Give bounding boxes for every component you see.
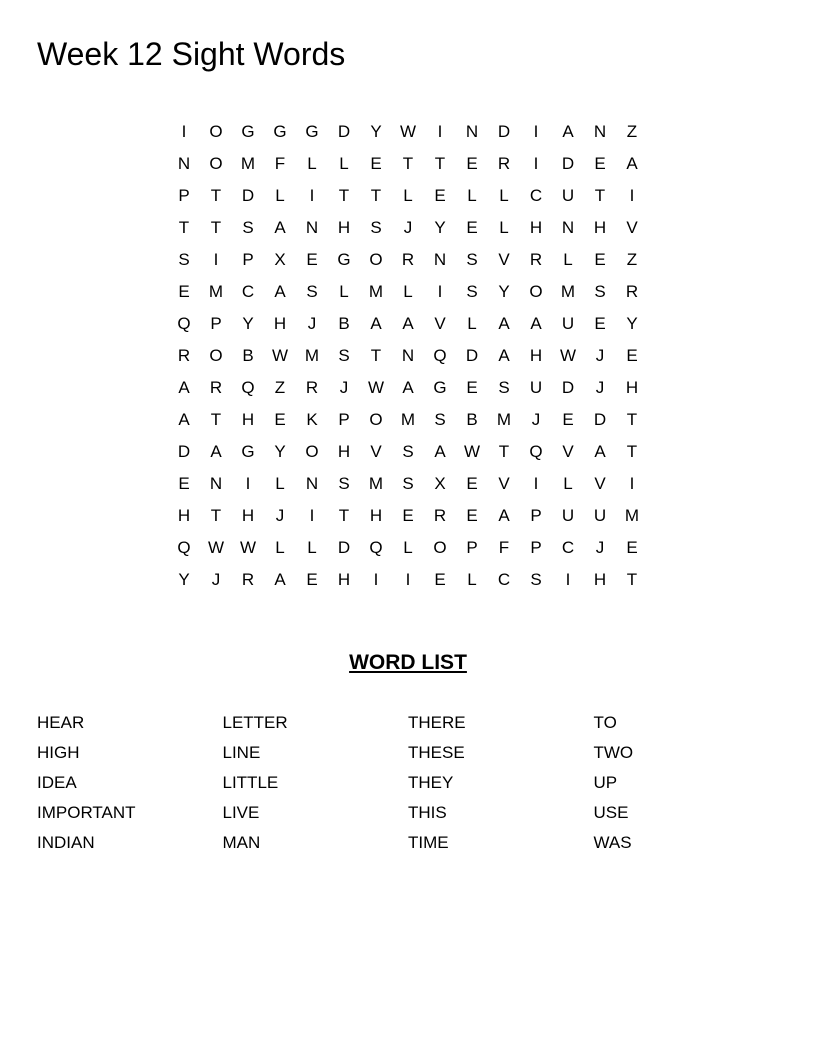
grid-letter: H: [337, 442, 351, 461]
grid-letter: Z: [274, 378, 286, 397]
grid-letter: E: [626, 346, 638, 365]
grid-letter: E: [466, 154, 478, 173]
grid-letter: Y: [274, 442, 286, 461]
grid-letter: V: [562, 442, 574, 461]
grid-letter: I: [629, 186, 635, 205]
grid-letter: C: [561, 538, 575, 557]
grid-letter: A: [530, 314, 542, 333]
grid-letter: N: [433, 250, 447, 269]
grid-letter: A: [274, 570, 286, 589]
grid-letter: C: [529, 186, 543, 205]
grid-letter: D: [337, 122, 351, 141]
grid-letter: H: [529, 346, 543, 365]
grid-letter: V: [370, 442, 382, 461]
grid-letter: A: [594, 442, 606, 461]
grid-letter: M: [496, 410, 512, 429]
grid-letter: J: [595, 346, 605, 365]
grid-letter: J: [531, 410, 541, 429]
grid-letter: A: [370, 314, 382, 333]
grid-letter: T: [626, 442, 638, 461]
grid-letter: L: [499, 186, 509, 205]
grid-letter: W: [463, 442, 481, 461]
grid-letter: G: [433, 378, 447, 397]
grid-letter: A: [402, 314, 414, 333]
grid-letter: O: [209, 154, 223, 173]
grid-letter: R: [305, 378, 319, 397]
grid-letter: W: [207, 538, 225, 557]
word-list-item: THEY: [408, 773, 454, 792]
grid-letter: Q: [177, 538, 191, 557]
grid-letter: H: [625, 378, 639, 397]
grid-letter: O: [529, 282, 543, 301]
grid-letter: Y: [498, 282, 510, 301]
grid-letter: T: [626, 570, 638, 589]
word-list-item: TWO: [593, 743, 634, 762]
word-list-item: LETTER: [222, 713, 288, 732]
word-list-column: [223, 708, 409, 858]
word-list-item: TO: [593, 713, 617, 732]
grid-letter: X: [274, 250, 286, 269]
grid-letter: S: [434, 410, 446, 429]
grid-letter: I: [213, 250, 219, 269]
grid-letter: S: [306, 282, 318, 301]
grid-letter: Y: [434, 218, 446, 237]
grid-letter: G: [337, 250, 351, 269]
grid-letter: A: [210, 442, 222, 461]
grid-letter: K: [306, 410, 318, 429]
grid-letter: G: [241, 122, 255, 141]
grid-letter: V: [626, 218, 638, 237]
word-list-item: IMPORTANT: [37, 803, 136, 822]
grid-letter: M: [208, 282, 224, 301]
page-title: Week 12 Sight Words: [37, 36, 346, 72]
grid-letter: C: [241, 282, 255, 301]
grid-letter: T: [210, 218, 222, 237]
grid-letter: S: [338, 346, 350, 365]
grid-letter: N: [401, 346, 415, 365]
grid-letter: E: [466, 474, 478, 493]
word-list: [37, 708, 779, 858]
grid-letter: N: [593, 122, 607, 141]
grid-letter: P: [530, 506, 542, 525]
grid-letter: U: [561, 314, 575, 333]
grid-letter: E: [178, 282, 190, 301]
grid-letter: L: [467, 570, 477, 589]
grid-letter: H: [337, 570, 351, 589]
grid-letter: A: [274, 218, 286, 237]
grid-letter: E: [370, 154, 382, 173]
grid-letter: R: [497, 154, 511, 173]
word-list-item: UP: [593, 773, 618, 792]
grid-letter: O: [305, 442, 319, 461]
grid-letter: E: [594, 250, 606, 269]
grid-letter: J: [403, 218, 413, 237]
grid-letter: F: [274, 154, 286, 173]
grid-letter: Z: [626, 122, 638, 141]
grid-letter: S: [178, 250, 190, 269]
grid-letter: L: [275, 538, 285, 557]
grid-letter: R: [433, 506, 447, 525]
grid-letter: S: [402, 442, 414, 461]
grid-letter: L: [275, 474, 285, 493]
grid-letter: U: [561, 506, 575, 525]
grid-letter: E: [562, 410, 574, 429]
grid-letter: H: [593, 218, 607, 237]
grid-letter: L: [499, 218, 509, 237]
grid-letter: L: [307, 538, 317, 557]
grid-letter: T: [402, 154, 414, 173]
grid-letter: H: [241, 410, 255, 429]
word-list-item: LINE: [222, 743, 261, 762]
grid-letter: Q: [177, 314, 191, 333]
grid-letter: E: [466, 378, 478, 397]
grid-letter: Y: [626, 314, 638, 333]
word-list-item: LIVE: [222, 803, 260, 822]
word-list-item: THESE: [408, 743, 465, 762]
grid-letter: D: [241, 186, 255, 205]
grid-letter: M: [400, 410, 416, 429]
grid-letter: P: [530, 538, 542, 557]
grid-letter: J: [595, 378, 605, 397]
grid-letter: T: [338, 186, 350, 205]
grid-letter: Q: [529, 442, 543, 461]
grid-letter: H: [337, 218, 351, 237]
grid-letter: T: [498, 442, 510, 461]
grid-letter: D: [465, 346, 479, 365]
grid-letter: L: [339, 154, 349, 173]
grid-letter: U: [561, 186, 575, 205]
grid-letter: I: [405, 570, 411, 589]
grid-letter: A: [626, 154, 638, 173]
grid-letter: D: [497, 122, 511, 141]
grid-letter: J: [339, 378, 349, 397]
grid-letter: F: [498, 538, 510, 557]
grid-letter: A: [434, 442, 446, 461]
grid-letter: A: [498, 346, 510, 365]
grid-letter: N: [465, 122, 479, 141]
grid-letter: G: [241, 442, 255, 461]
grid-letter: D: [337, 538, 351, 557]
grid-letter: G: [273, 122, 287, 141]
grid-letter: O: [209, 122, 223, 141]
grid-letter: E: [594, 314, 606, 333]
grid-letter: T: [210, 506, 222, 525]
grid-letter: L: [275, 186, 285, 205]
grid-letter: L: [307, 154, 317, 173]
grid-letter: W: [367, 378, 385, 397]
grid-letter: T: [338, 506, 350, 525]
grid-letter: A: [498, 314, 510, 333]
grid-letter: T: [210, 410, 222, 429]
grid-letter: E: [306, 570, 318, 589]
grid-letter: R: [177, 346, 191, 365]
grid-letter: S: [498, 378, 510, 397]
grid-letter: M: [304, 346, 320, 365]
grid-letter: H: [241, 506, 255, 525]
grid-letter: N: [305, 474, 319, 493]
word-list-item: THIS: [408, 803, 447, 822]
grid-letter: R: [625, 282, 639, 301]
grid-letter: N: [177, 154, 191, 173]
grid-letter: Q: [369, 538, 383, 557]
grid-letter: H: [529, 218, 543, 237]
word-list-item: MAN: [222, 833, 261, 852]
grid-letter: Y: [178, 570, 190, 589]
word-list-item: LITTLE: [222, 773, 279, 792]
grid-letter: J: [307, 314, 317, 333]
word-list-item: TIME: [408, 833, 449, 852]
word-list-item: INDIAN: [37, 833, 95, 852]
grid-letter: T: [626, 410, 638, 429]
grid-letter: J: [595, 538, 605, 557]
grid-letter: E: [626, 538, 638, 557]
grid-letter: M: [368, 282, 384, 301]
grid-letter: T: [210, 186, 222, 205]
grid-letter: Q: [241, 378, 255, 397]
grid-letter: H: [593, 570, 607, 589]
grid-letter: G: [305, 122, 319, 141]
grid-letter: Y: [242, 314, 254, 333]
grid-letter: H: [273, 314, 287, 333]
grid-letter: W: [271, 346, 289, 365]
word-list-item: IDEA: [37, 773, 77, 792]
grid-letter: J: [211, 570, 221, 589]
grid-letter: I: [373, 570, 379, 589]
grid-letter: A: [274, 282, 286, 301]
word-list-item: HIGH: [37, 743, 80, 762]
grid-letter: A: [562, 122, 574, 141]
grid-letter: N: [209, 474, 223, 493]
grid-letter: Q: [433, 346, 447, 365]
grid-letter: Z: [626, 250, 638, 269]
grid-letter: O: [369, 250, 383, 269]
grid-letter: I: [533, 154, 539, 173]
grid-letter: L: [467, 186, 477, 205]
grid-letter: D: [561, 154, 575, 173]
grid-letter: I: [565, 570, 571, 589]
grid-letter: R: [401, 250, 415, 269]
grid-letter: T: [594, 186, 606, 205]
grid-letter: A: [498, 506, 510, 525]
grid-letter: E: [402, 506, 414, 525]
grid-letter: H: [177, 506, 191, 525]
grid-letter: I: [309, 506, 315, 525]
grid-letter: E: [306, 250, 318, 269]
word-list-column: [408, 708, 594, 858]
grid-letter: D: [177, 442, 191, 461]
grid-letter: A: [402, 378, 414, 397]
grid-letter: M: [624, 506, 640, 525]
grid-letter: M: [368, 474, 384, 493]
grid-letter: P: [242, 250, 254, 269]
grid-letter: I: [629, 474, 635, 493]
grid-letter: S: [530, 570, 542, 589]
word-list-item: USE: [593, 803, 629, 822]
grid-letter: S: [338, 474, 350, 493]
grid-letter: L: [467, 314, 477, 333]
grid-letter: H: [369, 506, 383, 525]
grid-letter: B: [338, 314, 350, 333]
grid-letter: P: [338, 410, 350, 429]
grid-letter: I: [437, 282, 443, 301]
grid-letter: V: [498, 474, 510, 493]
grid-letter: W: [239, 538, 257, 557]
grid-letter: N: [305, 218, 319, 237]
grid-letter: T: [434, 154, 446, 173]
word-list-heading: WORD LIST: [349, 651, 467, 674]
grid-letter: E: [274, 410, 286, 429]
grid-letter: T: [370, 186, 382, 205]
grid-letter: M: [560, 282, 576, 301]
grid-letter: E: [594, 154, 606, 173]
grid-letter: O: [209, 346, 223, 365]
grid-letter: B: [242, 346, 254, 365]
grid-letter: L: [563, 474, 573, 493]
word-list-column: [594, 708, 780, 858]
word-list-column: [37, 708, 223, 858]
grid-letter: R: [241, 570, 255, 589]
grid-letter: S: [466, 250, 478, 269]
grid-letter: L: [403, 186, 413, 205]
grid-letter: W: [559, 346, 577, 365]
grid-letter: M: [240, 154, 256, 173]
grid-letter: D: [593, 410, 607, 429]
grid-letter: I: [533, 474, 539, 493]
grid-letter: C: [497, 570, 511, 589]
grid-letter: E: [466, 218, 478, 237]
grid-letter: S: [594, 282, 606, 301]
grid-letter: V: [498, 250, 510, 269]
grid-letter: V: [594, 474, 606, 493]
grid-letter: S: [242, 218, 254, 237]
grid-letter: O: [433, 538, 447, 557]
grid-letter: O: [369, 410, 383, 429]
grid-letter: U: [529, 378, 543, 397]
grid-letter: P: [210, 314, 222, 333]
grid-letter: P: [466, 538, 478, 557]
grid-letter: L: [403, 282, 413, 301]
grid-letter: S: [466, 282, 478, 301]
grid-letter: L: [563, 250, 573, 269]
grid-letter: P: [178, 186, 190, 205]
grid-letter: I: [245, 474, 251, 493]
grid-letter: X: [434, 474, 446, 493]
grid-letter: A: [178, 410, 190, 429]
grid-letter: R: [209, 378, 223, 397]
grid-letter: U: [593, 506, 607, 525]
word-list-item: WAS: [593, 833, 632, 852]
grid-letter: A: [178, 378, 190, 397]
grid-letter: E: [466, 506, 478, 525]
grid-letter: T: [178, 218, 190, 237]
grid-letter: Y: [370, 122, 382, 141]
grid-letter: I: [533, 122, 539, 141]
grid-letter: E: [178, 474, 190, 493]
grid-letter: N: [561, 218, 575, 237]
grid-letter: B: [466, 410, 478, 429]
grid-letter: I: [437, 122, 443, 141]
word-search-grid: [168, 116, 648, 596]
grid-letter: I: [181, 122, 187, 141]
grid-letter: W: [399, 122, 417, 141]
grid-letter: S: [402, 474, 414, 493]
grid-letter: I: [309, 186, 315, 205]
grid-letter: V: [434, 314, 446, 333]
grid-letter: R: [529, 250, 543, 269]
grid-letter: T: [370, 346, 382, 365]
grid-letter: D: [561, 378, 575, 397]
grid-letter: L: [339, 282, 349, 301]
word-list-item: THERE: [408, 713, 466, 732]
word-list-item: HEAR: [37, 713, 85, 732]
grid-letter: L: [403, 538, 413, 557]
grid-letter: S: [370, 218, 382, 237]
grid-letter: E: [434, 570, 446, 589]
grid-letter: J: [275, 506, 285, 525]
grid-letter: E: [434, 186, 446, 205]
